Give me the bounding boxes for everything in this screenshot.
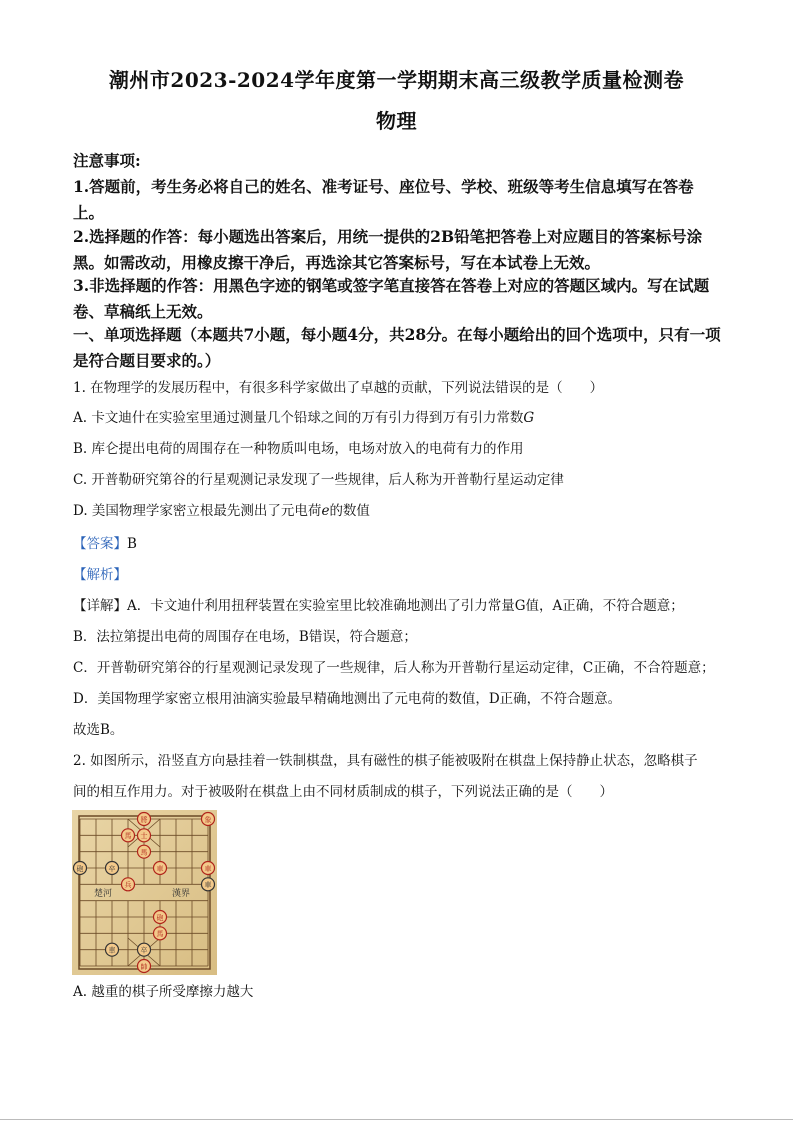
chess-piece-label: 帥 [140, 962, 148, 971]
answer-value: B [127, 536, 137, 552]
chess-piece-label: 車 [204, 864, 212, 873]
chess-piece-label: 車 [204, 881, 212, 890]
q1-option-d-end: 的数值 [329, 503, 370, 519]
chess-piece-label: 象 [204, 815, 212, 824]
gravitational-constant-symbol: G [523, 410, 535, 426]
section-heading: 一、单项选择题（本题共7小题，每小题4分，共28分。在每小题给出的回个选项中，只有一项是符合题目要求的。） [73, 325, 721, 370]
q1-detail-d: D．美国物理学家密立根用油滴实验最早精确地测出了元电荷的数值，D正确，不符合题意。 [73, 691, 622, 707]
q1-detail-b: B．法拉第提出电荷的周围存在电场，B错误，符合题意； [73, 629, 417, 645]
chess-piece-label: 砲 [156, 913, 164, 922]
page-bottom-rule [0, 1119, 793, 1120]
q1-analysis-label: 【解析】 [73, 567, 127, 583]
q1-option-d-text: D. 美国物理学家密立根最先测出了元电荷 [73, 503, 322, 519]
chess-piece-label: 車 [156, 864, 164, 873]
q1-answer [73, 534, 728, 554]
q1-option-d [73, 501, 728, 521]
river-right-label: 漢界 [172, 889, 191, 899]
notice-item-1: 1.答题前，考生务必将自己的姓名、准考证号、座位号、学校、班级等考生信息填写在答卷上。 [73, 177, 694, 222]
chess-piece-label: 馬 [140, 848, 148, 857]
chess-piece-label: 車 [108, 946, 116, 955]
page-title: 潮州市2023-2024学年度第一学期期末高三级教学质量检测卷 [108, 68, 685, 92]
q1-detail-a [73, 596, 728, 616]
answer-label: 【答案】 [73, 536, 127, 552]
q2-stem-line-1: 2. 如图所示，沿竖直方向悬挂着一铁制棋盘，具有磁性的棋子能被吸附在棋盘上保持静止状态，忽略棋子 [73, 753, 698, 769]
notice-item-2: 2.选择题的作答：每小题选出答案后，用统一提供的2B铅笔把答卷上对应题目的答案标号涂黑。如需改动，用橡皮擦干净后，再选涂其它答案标号，写在本试卷上无效。 [73, 227, 703, 272]
q1-option-a [73, 408, 728, 428]
chess-piece-label: 馬 [124, 832, 132, 841]
chess-piece-label: 卒 [140, 946, 148, 955]
q2-option-a: A. 越重的棋子所受摩擦力越大 [73, 984, 254, 1000]
q1-option-c: C. 开普勒研究第谷的行星观测记录发现了一些规律，后人称为开普勒行星运动定律 [73, 472, 564, 488]
q1-option-a-text: A. 卡文迪什在实验室里通过测量几个铅球之间的万有引力得到万有引力常数 [73, 410, 524, 426]
notice-heading: 注意事项: [73, 151, 141, 170]
detail-label: 【详解】 [73, 598, 127, 614]
elementary-charge-symbol: e [321, 503, 330, 519]
q1-detail-c: C．开普勒研究第谷的行星观测记录发现了一些规律，后人称为开普勒行星运动定律，C正确，不合符题意； [73, 660, 715, 676]
q1-conclusion: 故选B。 [73, 722, 124, 738]
chess-piece-label: 馬 [156, 930, 164, 939]
subject-title: 物理 [376, 109, 417, 133]
chess-piece-label: 士 [140, 832, 148, 841]
chess-board-figure [72, 810, 217, 975]
chess-piece-label: 卒 [108, 864, 116, 873]
chess-piece-label: 兵 [124, 881, 132, 890]
chess-piece-label: 砲 [76, 864, 84, 873]
q1-stem: 1. 在物理学的发展历程中，有很多科学家做出了卓越的贡献，下列说法错误的是（ ） [73, 380, 604, 396]
notice-item-3: 3.非选择题的作答：用黑色字迹的钢笔或签字笔直接答在答卷上对应的答题区域内。写在试题卷、草稿纸上无效。 [73, 276, 710, 321]
chess-board-svg [72, 810, 217, 975]
river-left-label: 楚河 [94, 889, 113, 899]
q1-option-b: B. 库仑提出电荷的周围存在一种物质叫电场，电场对放入的电荷有力的作用 [73, 441, 524, 457]
detail-a-text: A．卡文迪什利用扭秤装置在实验室里比较准确地测出了引力常量G值，A正确，不符合题意； [127, 598, 684, 614]
q2-stem-line-2: 间的相互作用力。对于被吸附在棋盘上由不同材质制成的棋子，下列说法正确的是（ ） [73, 784, 613, 800]
chess-piece-label: 將 [140, 815, 148, 824]
